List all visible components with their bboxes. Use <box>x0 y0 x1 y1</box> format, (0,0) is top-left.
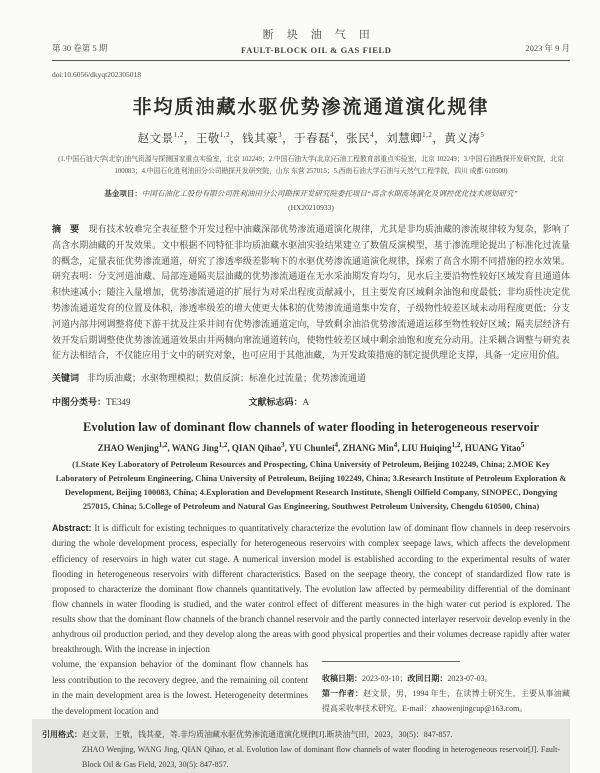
author-cn: 刘慧卿$^{1,2}$， <box>386 131 445 145</box>
author-cn: 于春磊$^4$， <box>294 131 347 145</box>
citation-box <box>32 719 570 773</box>
journal-header <box>52 26 570 55</box>
two-column-zone <box>52 657 570 719</box>
author-en: LIU Huiqing$^{1,2}$, <box>401 441 465 454</box>
article-title-cn: 非均质油藏水驱优势渗流通道演化规律 <box>132 97 490 118</box>
citation-en: ZHAO Wenjing, WANG Jing, QIAN Qihao, et al. Evolution law of dominant flow channels of water flooding in heterogeneous reservoir[J]. Fault-Block Oil & Gas Field, 2023, 30(5): 847-857. <box>82 745 560 770</box>
document-code: 文献标志码：A <box>248 397 310 408</box>
author-cn: 王敬$^{1,2}$， <box>195 131 243 145</box>
funding-label: 基金项目： <box>104 189 142 198</box>
issue-date: 2023 年 9 月 <box>525 43 570 53</box>
author-affil-sup: 4 <box>370 131 375 140</box>
citation-label: 引用格式： <box>42 730 82 740</box>
citation-cn: 赵文景，王敬，钱其豪，等.非均质油藏水驱优势渗流通道演化规律[J].断块油气田，2023，30(5)：847-857. <box>82 730 453 740</box>
author-affil-sup: 1,2 <box>451 441 461 450</box>
affiliations-en: (1.State Key Laboratory of Petroleum Resources and Prospecting, China University of Petroleum, Beijing 102249, China; 2.MOE Key Laboratory of Petroleum Engineering, China University of Petroleum, Beijing 102249, China; 3.Research Institute of Petroleum Exploration & Development, Beijing 100083, China; 4.Exploration and Development Research Institute, Shengli Oilfield Company, SINOPEC, Dongying 257015, China; 5.College of Petroleum and Natural Gas Engineering, Southwest Petroleum University, Chengdu 610500, China) <box>55 460 567 511</box>
issue-info: 第 30 卷第 5 期 <box>52 43 108 53</box>
author-en: WANG Jing$^{1,2}$, <box>171 441 232 454</box>
journal-title-en: FAULT-BLOCK OIL & GAS FIELD <box>241 45 392 55</box>
journal-title-cn: 断块油气田 <box>262 29 383 41</box>
funding-number: (HX20210933) <box>288 203 334 212</box>
abstract-cn <box>52 222 570 364</box>
abstract-cn-text: 现有技术较难完全表征整个开发过程中油藏深部优势渗流通道演化规律，尤其是非均质油藏的渗流规律较为复杂，影响了高含水期油藏的开发效果。文中根据不同特征非均质油藏水驱油实验结果建立了数值反演模型，基于渗流理论提出了标准化过流量的概念，定量表征优势渗流通道，研究了渗透率级差影响下的水驱优势渗流通道演化规律，探索了高含水期不同措施的控水效果。研究表明：分支河道油藏、局部连通隔夹层油藏的优势渗流通道在无水采油期发育均匀，见水后主要沿物性较好区域发育且通道体积快速减小；随注入量增加，优势渗流通道的扩展行为对采出程度贡献减小，且主要发育区域剩余油饱和度最低；非均质性决定优势渗流通道发育的位置及体积，渗透率级差的增大使更大体积的优势渗流通道集中发育，子级物性较差区域未动用程度更低；分支河道内部井网调整将使下游干扰及注采井间有优势渗流通道定向，导致剩余油沿优势渗流通道运移至物性较好区域；隔夹层经济有效开发后期调整使优势渗流通道效果由井两侧向窜流通道转向，使物性较差区域中剩余油饱和度充分动用。注采耦合调整与研究表征方法相结合，不仅能应用于文中的研究对象，也可应用于其他油藏，为开发政策措施的制定提供理论支撑，具备一定应用价值。 <box>52 224 570 361</box>
funding-note <box>52 187 570 200</box>
classification-row <box>52 395 570 408</box>
keywords-text: 非均质油藏；水驱物理模拟；数值反演；标准化过流量；优势渗流通道 <box>87 373 367 384</box>
author-affil-sup: 1,2 <box>158 441 168 450</box>
keywords-cn <box>52 371 570 384</box>
author-affil-sup: 3 <box>278 131 283 140</box>
author-affil-sup: 5 <box>520 441 525 450</box>
clc-number: 中图分类号：TE349 <box>52 397 131 408</box>
author-affil-sup: 5 <box>480 131 485 140</box>
author-affil-sup: 4 <box>330 131 335 140</box>
citation-body <box>82 727 560 772</box>
author-affil-sup: 3 <box>281 441 285 450</box>
funding-text: 中国石油化工股份有限公司胜利油田分公司勘探开发研究院委托项目“高含水期流场演化及调控优化技术规划研究” <box>141 189 518 198</box>
author-cn: 黄义涛$^5$ <box>444 131 485 145</box>
footnote-first-author: 第一作者：赵文景，男，1994 年生，在读博士研究生，主要从事油藏提高采收率技术研究。E-mail：zhaowenjingcup@163.com。 <box>322 689 571 714</box>
abstract-en-label: Abstract: <box>52 523 92 534</box>
author-affil-sup: 1,2 <box>218 441 228 450</box>
journal-masthead <box>241 26 392 55</box>
abstract-cn-label: 摘 要 <box>52 224 80 234</box>
abstract-en <box>52 521 570 657</box>
authors-en <box>52 441 570 453</box>
abstract-en-text: It is difficult for existing techniques to quantitatively characterize the evolution law of dominant flow channels in deep reservoirs during the whole development process, especially for heterogeneous reservoirs with complex seepage laws, which affects the development efficiency of reservoirs in high water cut stage. A numerical inversion model is established according to the experimental results of water flooding in heterogeneous reservoirs with different characteristics. Based on the seepage theory, the concept of standardized flow rate is proposed to characterize the dominant flow channels quantitatively. The evolution law affected by permeability differential of the dominant flow channels in water flooding is studied, and the water control effect of different measures in the high water cut period is explored. The results show that the dominant flow channels of the branch channel reservoir and the partly connected interlayer reservoir develop evenly in the anhydrous oil production period, and they develop along the areas with good physical properties and their volumes decrease rapidly after water breakthrough. With the increase in injection <box>52 523 570 655</box>
doi: doi:10.6056/dkyqt202305018 <box>52 70 141 79</box>
author-affil-sup: 1,2 <box>173 131 184 140</box>
author-affil-sup: 4 <box>393 441 398 450</box>
author-en: ZHAO Wenjing$^{1,2}$, <box>97 441 172 454</box>
keywords-label: 关键词 <box>52 373 80 384</box>
footnote-dates: 收稿日期：2023-03-10；改回日期：2023-07-03。 <box>322 674 493 684</box>
author-cn: 赵文景$^{1,2}$， <box>137 131 196 145</box>
author-cn: 钱其豪$^3$， <box>242 131 295 145</box>
author-affil-sup: 1,2 <box>219 131 231 140</box>
author-affil-sup: 1,2 <box>422 131 433 140</box>
author-en: HUANG Yitao$^5$ <box>464 441 525 454</box>
footnote-rule <box>322 661 460 662</box>
footnote-block <box>322 657 570 719</box>
author-cn: 张民$^4$， <box>346 131 387 145</box>
abstract-en-continued: volume, the expansion behavior of the dominant flow channels has less contribution to the recovery degree, and the remaining oil content in the main development area is the lowest. Heterogeneity determines the development location and <box>52 659 308 716</box>
author-en: ZHANG Min$^4$, <box>342 441 402 454</box>
authors-cn <box>52 130 570 146</box>
header-rule <box>52 60 570 61</box>
article-title-en: Evolution law of dominant flow channels of water flooding in heterogeneous reservoir <box>83 420 539 435</box>
author-en: YU Chunlei$^4$, <box>288 441 343 454</box>
affiliations-cn: (1.中国石油大学(北京)油气资源与探测国家重点实验室，北京 102249；2.中国石油大学(北京)石油工程教育部重点实验室，北京 102249；3.中国石油勘探开发研究院，北京 100083；4.中国石化胜利油田分公司勘探开发研究院，山东 东营 257015；5.西南石油大学石油与天然气工程学院，四川 成都 610500) <box>58 156 564 175</box>
author-en: QIAN Qihao$^3$, <box>231 441 289 454</box>
author-affil-sup: 4 <box>334 441 339 450</box>
